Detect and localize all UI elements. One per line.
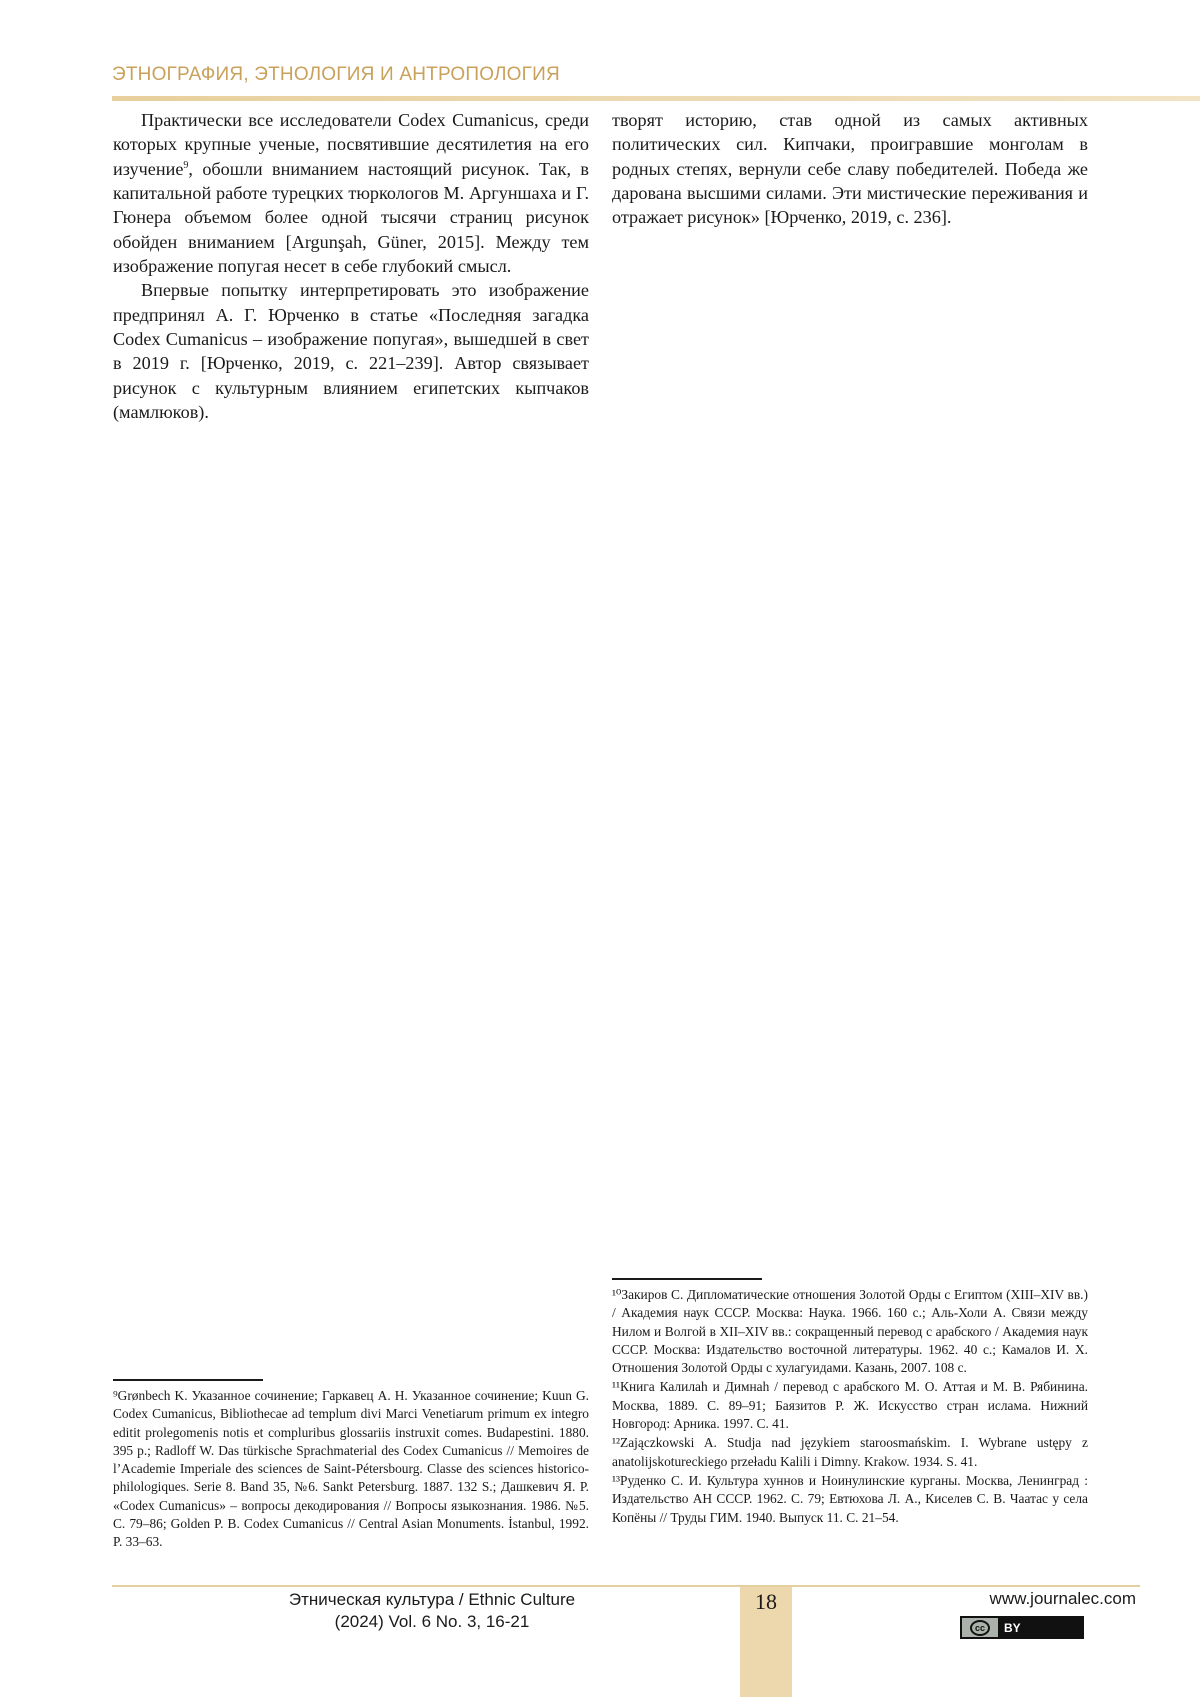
footnotes-right [612,1278,1088,1528]
paragraph-text: Впервые попытку интерпретировать это изображение предпринял А. Г. Юрченко в статье «Последняя загадка Codex Cumanicus – изображение попугая», вышедшей в свет в 2019 г. [Юрченко, 2019, с. 221–239]. Автор связывает рисунок с культурным влиянием египетских кыпчаков (мамлюков). [113,280,589,423]
left-column [113,108,589,424]
paragraph-text: Практически все исследователи Codex Cumanicus, среди которых крупные ученые, посвятившие десятилетия на его изучение [113,110,589,179]
footer-rule [112,1585,1140,1587]
footnote: ¹²Zajączkowski A. Studja nad językiem staroosmańskim. I. Wybrane ustępy z anatolijskotureckiego przeładu Kalili i Dimny. Krakow. 1934. S. 41. [612,1435,1088,1469]
right-column [612,108,1088,230]
footnote-rule [113,1379,263,1381]
cc-by-license-badge[interactable] [960,1616,1084,1639]
footnote: ¹¹Книга Калилаh и Димнаh / перевод с арабского М. О. Аттая и М. В. Рябинина. Москва, 1889. С. 89–91; Баязитов Р. Ж. Искусство стран ислама. Нижний Новгород: Арника. 1997. С. 41. [612,1379,1088,1432]
footnotes-left [113,1379,589,1553]
license-by-label: BY [1004,1620,1021,1635]
journal-website-link[interactable]: www.journalec.com [989,1589,1136,1608]
journal-title: Этническая культура / Ethnic Culture [288,1590,576,1609]
footnote: ¹⁰Закиров С. Дипломатические отношения Золотой Орды с Египтом (XIII–XIV вв.) / Академия наук СССР. Москва: Наука. 1966. 160 с.; Аль-Холи А. Связи между Нилом и Волгой в XII–XIV вв.: сокращенный перевод с арабского / Академия наук СССР. Москва: Издательство восточной литературы. 1962. 40 с.; Камалов И. Х. Отношения Золотой Орды с хулагуидами. Казань, 2007. 108 с. [612,1287,1088,1376]
paragraph-text: , обошли вниманием настоящий рисунок. Так, в капитальной работе турецких тюркологов М. Аргуншаха и Г. Гюнера объемом более одной тысячи страниц рисунок обойден вниманием [Argunşah, Güner, 2015]. Между тем изображение попугая несет в себе глубокий смысл. [113,158,589,277]
paragraph [113,278,589,424]
paragraph [612,108,1088,230]
paragraph-text: творят историю, став одной из самых активных политических сил. Кипчаки, проигравшие монголам в родных степях, вернули себе славу победителей. Победа же дарована высшими силами. Эти мистические переживания и отражает рисунок» [Юрченко, 2019, с. 236]. [612,110,1088,228]
header-rule [112,96,1200,101]
journal-volume: (2024) Vol. 6 No. 3, 16-21 [334,1612,530,1631]
journal-citation [262,1589,602,1633]
paragraph [113,108,589,278]
creative-commons-icon: cc [962,1618,998,1637]
page-number: 18 [755,1589,777,1614]
footnote-ref[interactable]: 9 [183,159,189,171]
footnote: ¹³Руденко С. И. Культура хуннов и Ноинулинские курганы. Москва, Ленинград : Издательство АН СССР. 1962. С. 79; Евтюхова Л. А., Киселев С. В. Чаатас у села Копёны // Труды ГИМ. 1940. Выпуск 11. С. 21–54. [612,1472,1088,1525]
running-head: ЭТНОГРАФИЯ, ЭТНОЛОГИЯ И АНТРОПОЛОГИЯ [112,64,560,85]
footnote-rule [612,1278,762,1280]
footnote: ⁹Grønbech K. Указанное сочинение; Гаркавец А. Н. Указанное сочинение; Kuun G. Codex Cumanicus, Bibliothecae ad templum divi Marci Venetiarum primum ex integro editit prolegomenis notis et compluribus glossariis instruxit comes. Budapestini. 1880. 395 p.; Radloff W. Das türkische Sprachmaterial des Codex Cumanicus // Memoires de l’Academie Imperiale des sciences de Saint-Pétersbourg. Classe des sciences historico-philologiques. Serie 8. Band 35, №6. Sankt Petersburg. 1887. 132 S.; Дашкевич Я. Р. «Codex Cumanicus» – вопросы декодирования // Вопросы языкознания. 1986. №5. С. 79–86; Golden P. B. Codex Cumanicus // Central Asian Monuments. İstanbul, 1992. P. 33–63. [113,1388,589,1550]
